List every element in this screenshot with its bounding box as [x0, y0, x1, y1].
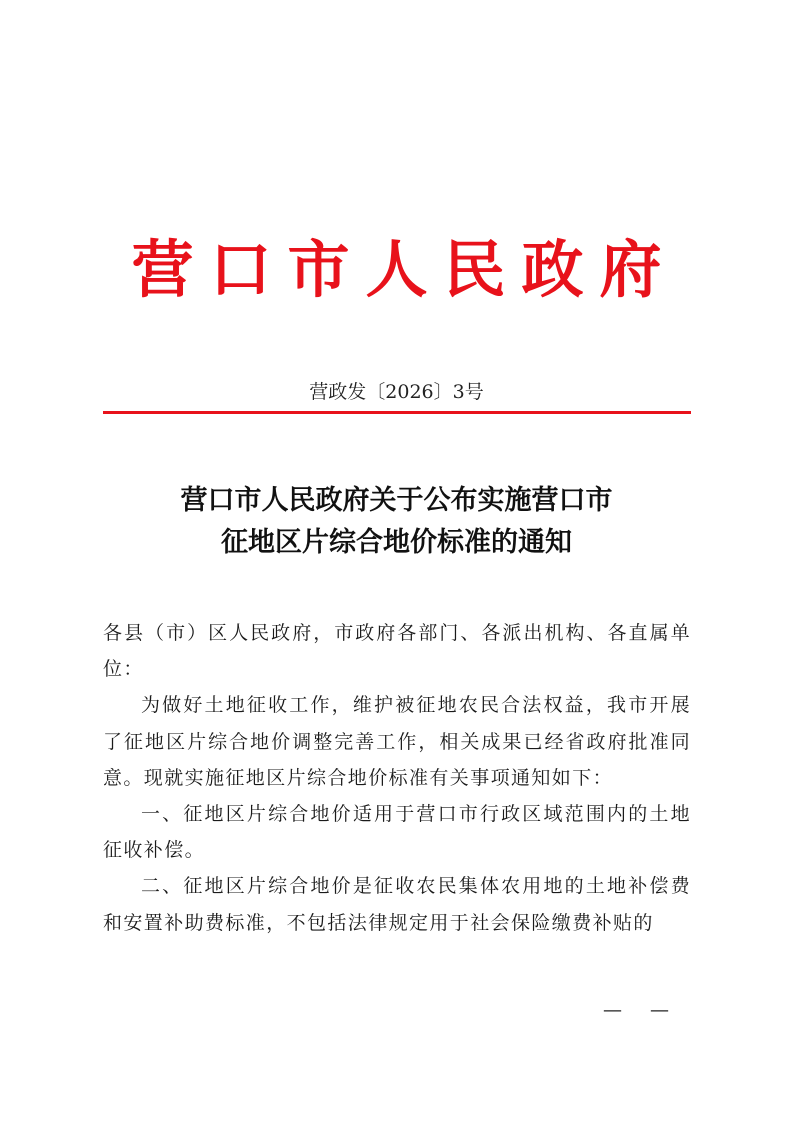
- issuer-heading: 营口市人民政府: [131, 233, 678, 306]
- page-number-marker: — —: [603, 999, 672, 1021]
- document-title: [0, 480, 793, 564]
- addressee-line: 各县（市）区人民政府，市政府各部门、各派出机构、各直属单位：: [103, 622, 691, 681]
- document-title-line-1: 营口市人民政府关于公布实施营口市: [180, 485, 613, 516]
- document-body: [103, 615, 691, 941]
- red-divider-line: [103, 411, 691, 414]
- document-number: 营政发〔2026〕3号: [309, 381, 484, 403]
- body-paragraph-intro: 为做好土地征收工作，维护被征地农民合法权益，我市开展了征地区片综合地价调整完善工作，相关成果已经省政府批准同意。现就实施征地区片综合地价标准有关事项通知如下：: [103, 694, 691, 789]
- body-paragraph-item-1: 一、征地区片综合地价适用于营口市行政区域范围内的土地征收补偿。: [103, 803, 691, 862]
- body-paragraph-item-2: 二、征地区片综合地价是征收农民集体农用地的土地补偿费和安置补助费标准，不包括法律规定用于社会保险缴费补贴的: [103, 875, 691, 934]
- document-title-line-2: 征地区片综合地价标准的通知: [221, 527, 572, 558]
